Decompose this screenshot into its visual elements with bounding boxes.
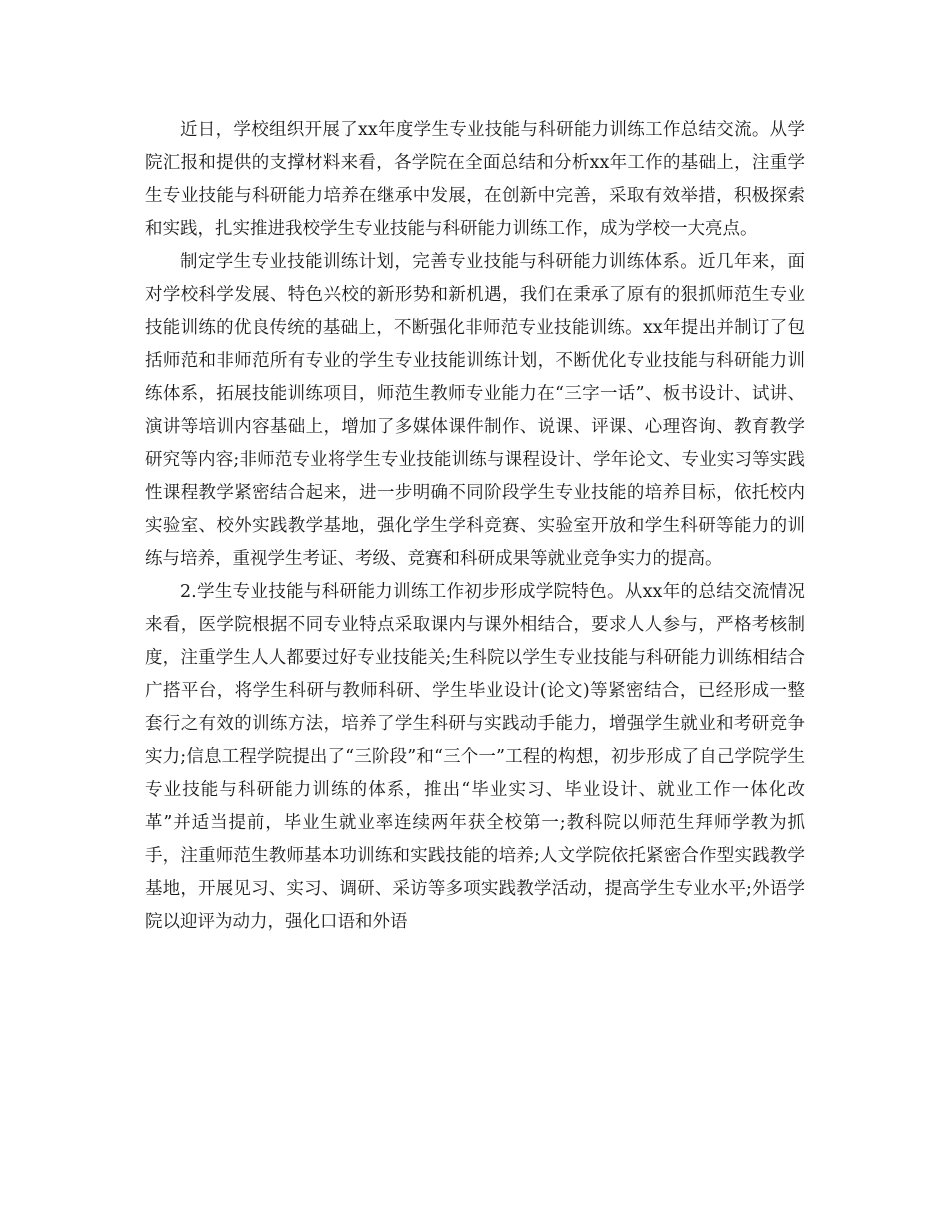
paragraph-intro: 近日，学校组织开展了xx年度学生专业技能与科研能力训练工作总结交流。从学院汇报和提供的支撑材料来看，各学院在全面总结和分析xx年工作的基础上，注重学生专业技能与科研能力培养在继承中发展，在创新中完善，采取有效举措，积极探索和实践，扎实推进我校学生专业技能与科研能力训练工作，成为学校一大亮点。 [145,120,805,239]
document-body [145,114,805,939]
paragraph-training-plan: 制定学生专业技能训练计划，完善专业技能与科研能力训练体系。近几年来，面对学校科学发展、特色兴校的新形势和新机遇，我们在秉承了原有的狠抓师范生专业技能训练的优良传统的基础上，不断强化非师范专业技能训练。xx年提出并制订了包括师范和非师范所有专业的学生专业技能训练计划，不断优化专业技能与科研能力训练体系，拓展技能训练项目，师范生教师专业能力在“三字一话”、板书设计、试讲、演讲等培训内容基础上，增加了多媒体课件制作、说课、评课、心理咨询、教育教学研究等内容;非师范专业将学生专业技能训练与课程设计、学年论文、专业实习等实践性课程教学紧密结合起来，进一步明确不同阶段学生专业技能的培养目标，依托校内实验室、校外实践教学基地，强化学生学科竞赛、实验室开放和学生科研等能力的训练与培养，重视学生考证、考级、竞赛和科研成果等就业竞争实力的提高。 [145,252,805,569]
paragraph-college-features: 2.学生专业技能与科研能力训练工作初步形成学院特色。从xx年的总结交流情况来看，医学院根据不同专业特点采取课内与课外相结合，要求人人参与，严格考核制度，注重学生人人都要过好专业技能关;生科院以学生专业技能与科研能力训练相结合广搭平台，将学生科研与教师科研、学生毕业设计(论文)等紧密结合，已经形成一整套行之有效的训练方法，培养了学生科研与实践动手能力，增强学生就业和考研竞争实力;信息工程学院提出了“三阶段”和“三个一”工程的构想，初步形成了自己学院学生专业技能与科研能力训练的体系，推出“毕业实习、毕业设计、就业工作一体化改革”并适当提前，毕业生就业率连续两年获全校第一;教科院以师范生拜师学教为抓手，注重师范生教师基本功训练和实践技能的培养;人文学院依托紧密合作型实践教学基地，开展见习、实习、调研、采访等多项实践教学活动，提高学生专业水平;外语学院以迎评为动力，强化口语和外语 [145,582,805,932]
